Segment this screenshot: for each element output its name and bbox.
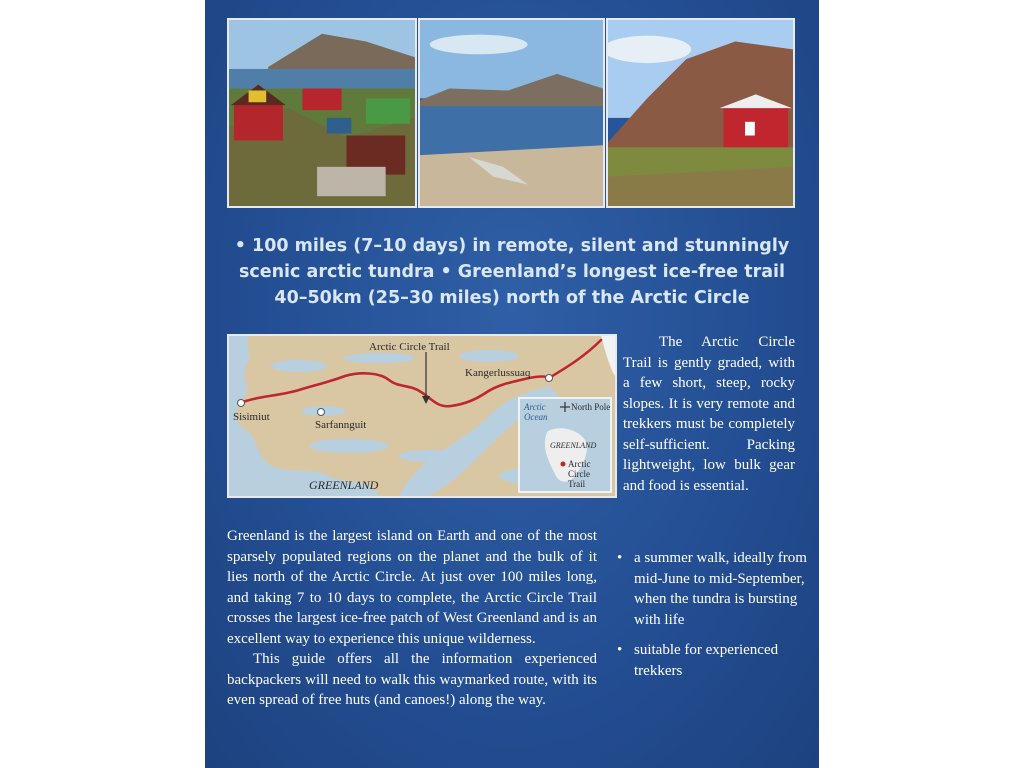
map-label-sisimiut: Sisimiut <box>233 411 270 423</box>
tagline-line-2: scenic arctic tundra • Greenland’s longest ice-free trail <box>238 262 786 282</box>
feature-text: a summer walk, ideally from mid-June to mid-September, when the tundra is bursting with life <box>634 550 807 628</box>
photo-lake-canoe <box>418 18 605 208</box>
tagline <box>225 233 799 311</box>
intro-paragraph-1: Greenland is the largest island on Earth and one of the most sparsely populated regions on the planet and the bulk of it lies north of the Arctic Circle. At just over 100 miles long, and taking 7 to 10 days to complete, the Arctic Circle Trail crosses the largest ice-free patch of West Greenland and is an excellent way to experience this unique wilderness. <box>227 528 597 647</box>
book-back-cover <box>205 0 819 768</box>
inset-trail-label-1: Arctic <box>568 459 591 469</box>
tagline-line-1: • 100 miles (7–10 days) in remote, silent and stunningly <box>234 236 790 256</box>
feature-text: suitable for experienced trekkers <box>634 642 779 679</box>
feature-list <box>617 548 807 691</box>
feature-item: • suitable for experienced trekkers <box>617 642 779 679</box>
inset-pole-label: North Pole <box>571 402 611 412</box>
inset-ocean-label: Arctic <box>524 402 546 412</box>
trail-description: The Arctic Circle Trail is gently graded, with a few short, steep, rocky slopes. It is very remote and trekkers must be completely self-sufficient. Packing lightweight, low bulk gear and food is essential. <box>623 334 795 494</box>
tagline-line-3: 40–50km (25–30 miles) north of the Arctic Circle <box>274 288 750 308</box>
inset-ocean-label-2: Ocean <box>524 412 548 422</box>
inset-trail-label-3: Trail <box>568 479 586 489</box>
intro-paragraph-2: This guide offers all the information experienced backpackers will need to walk this waymarked route, with its even spread of free huts (and canoes!) along the way. <box>227 651 597 708</box>
route-map <box>227 334 617 498</box>
map-label-country: GREENLAND <box>309 478 379 492</box>
map-trail-label: Arctic Circle Trail <box>369 341 450 353</box>
photo-red-hut <box>606 18 795 208</box>
feature-item: • a summer walk, ideally from mid-June to mid-September, when the tundra is bursting with life <box>617 550 807 628</box>
inset-country-label: GREENLAND <box>550 441 597 450</box>
map-label-kangerlussuaq: Kangerlussuaq <box>465 367 531 379</box>
map-label-sarfannguit: Sarfannguit <box>315 419 367 431</box>
inset-trail-label-2: Circle <box>568 469 590 479</box>
photo-village <box>227 18 417 208</box>
intro-text <box>227 526 597 711</box>
